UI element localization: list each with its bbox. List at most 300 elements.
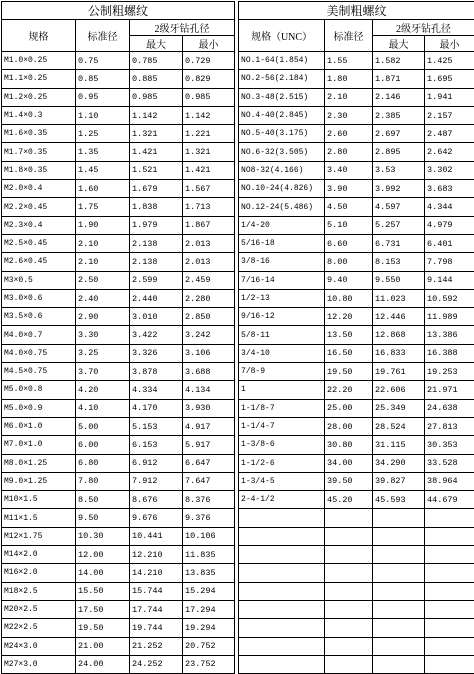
cell-drill-min: 0.829 <box>183 70 235 88</box>
cell-drill-max: 19.744 <box>130 619 183 637</box>
cell-drill-min: 0.729 <box>183 52 235 70</box>
cell-drill-max: 4.170 <box>130 399 183 417</box>
table-row <box>239 106 474 124</box>
cell-spec: 1-3/4-5 <box>239 472 325 490</box>
table-row <box>239 600 474 618</box>
cell-standard-diameter: 19.50 <box>76 619 130 637</box>
table-row <box>2 564 235 582</box>
cell-drill-min: 19.294 <box>183 619 235 637</box>
cell-drill-min: 2.459 <box>183 271 235 289</box>
cell-spec: 2-4-1/2 <box>239 491 325 509</box>
cell-drill-max: 12.210 <box>130 546 183 564</box>
cell-standard-diameter <box>325 655 373 673</box>
table-row <box>2 491 235 509</box>
cell-standard-diameter: 2.40 <box>76 289 130 307</box>
cell-drill-max: 3.010 <box>130 308 183 326</box>
cell-drill-max: 21.252 <box>130 637 183 655</box>
cell-drill-max <box>373 509 425 527</box>
table-row <box>239 527 474 545</box>
cell-standard-diameter: 7.80 <box>76 472 130 490</box>
table-row <box>239 253 474 271</box>
cell-standard-diameter: 2.10 <box>325 88 373 106</box>
cell-standard-diameter: 14.00 <box>76 564 130 582</box>
metric-col-spec: 规格 <box>2 20 76 52</box>
cell-drill-min: 3.106 <box>183 344 235 362</box>
cell-drill-min: 23.752 <box>183 655 235 673</box>
cell-spec: M1.0×0.25 <box>2 52 76 70</box>
cell-drill-max: 1.321 <box>130 125 183 143</box>
table-row <box>2 381 235 399</box>
cell-drill-min: 24.638 <box>425 399 474 417</box>
table-row <box>2 198 235 216</box>
cell-drill-min <box>425 546 474 564</box>
cell-standard-diameter: 21.00 <box>76 637 130 655</box>
cell-spec: 1-1/2-6 <box>239 454 325 472</box>
cell-drill-max: 9.676 <box>130 509 183 527</box>
table-row <box>239 655 474 673</box>
table-row <box>239 637 474 655</box>
cell-spec: NO.2-56(2.184) <box>239 70 325 88</box>
us-col-spec: 规格（UNC） <box>239 20 325 52</box>
cell-standard-diameter: 1.35 <box>76 143 130 161</box>
cell-standard-diameter: 39.50 <box>325 472 373 490</box>
cell-drill-max: 31.115 <box>373 436 425 454</box>
cell-drill-min: 15.294 <box>183 582 235 600</box>
cell-standard-diameter: 2.60 <box>325 125 373 143</box>
cell-spec: M3×0.5 <box>2 271 76 289</box>
cell-drill-max: 7.912 <box>130 472 183 490</box>
table-row <box>2 436 235 454</box>
cell-drill-min: 4.344 <box>425 198 474 216</box>
table-row <box>2 344 235 362</box>
cell-spec: M16×2.0 <box>2 564 76 582</box>
cell-spec: M3.5×0.6 <box>2 308 76 326</box>
cell-drill-max <box>373 546 425 564</box>
cell-standard-diameter: 2.90 <box>76 308 130 326</box>
cell-drill-max: 17.744 <box>130 600 183 618</box>
cell-drill-min: 2.013 <box>183 234 235 252</box>
cell-standard-diameter: 0.75 <box>76 52 130 70</box>
cell-spec: M4.0×0.7 <box>2 326 76 344</box>
cell-spec: NO.4-40(2.845) <box>239 106 325 124</box>
cell-standard-diameter: 1.25 <box>76 125 130 143</box>
table-row <box>239 289 474 307</box>
cell-spec: M1.8×0.35 <box>2 161 76 179</box>
cell-standard-diameter: 9.40 <box>325 271 373 289</box>
cell-drill-max: 22.606 <box>373 381 425 399</box>
cell-drill-min: 13.835 <box>183 564 235 582</box>
cell-spec: 7/16-14 <box>239 271 325 289</box>
cell-drill-min: 13.386 <box>425 326 474 344</box>
cell-drill-max: 28.524 <box>373 417 425 435</box>
cell-drill-max: 5.257 <box>373 216 425 234</box>
cell-drill-min <box>425 600 474 618</box>
cell-drill-min: 1.941 <box>425 88 474 106</box>
table-row <box>239 180 474 198</box>
table-row <box>2 527 235 545</box>
cell-drill-min: 1.421 <box>183 161 235 179</box>
cell-drill-max: 11.023 <box>373 289 425 307</box>
table-row <box>239 234 474 252</box>
cell-spec: 1 <box>239 381 325 399</box>
cell-standard-diameter: 0.95 <box>76 88 130 106</box>
cell-drill-min: 3.302 <box>425 161 474 179</box>
table-row <box>239 454 474 472</box>
cell-drill-max: 8.676 <box>130 491 183 509</box>
table-row <box>2 472 235 490</box>
cell-drill-min: 4.979 <box>425 216 474 234</box>
cell-standard-diameter: 3.90 <box>325 180 373 198</box>
cell-drill-max: 45.593 <box>373 491 425 509</box>
cell-drill-max: 1.679 <box>130 180 183 198</box>
cell-drill-min <box>425 564 474 582</box>
table-row <box>239 564 474 582</box>
cell-standard-diameter <box>325 582 373 600</box>
metric-col-drill-diameter: 2级牙钻孔径 <box>130 20 235 36</box>
cell-drill-max: 1.142 <box>130 106 183 124</box>
table-row <box>239 436 474 454</box>
metric-col-max: 最大 <box>130 36 183 52</box>
cell-drill-max: 3.878 <box>130 363 183 381</box>
cell-spec: M5.0×0.9 <box>2 399 76 417</box>
cell-standard-diameter <box>325 509 373 527</box>
table-row <box>239 198 474 216</box>
table-row <box>2 106 235 124</box>
cell-standard-diameter: 2.50 <box>76 271 130 289</box>
cell-standard-diameter: 4.50 <box>325 198 373 216</box>
cell-spec: 1-1/4-7 <box>239 417 325 435</box>
metric-col-min: 最小 <box>183 36 235 52</box>
cell-drill-min <box>425 619 474 637</box>
cell-drill-max: 3.992 <box>373 180 425 198</box>
table-row <box>2 600 235 618</box>
cell-standard-diameter: 9.50 <box>76 509 130 527</box>
us-table-body <box>239 52 474 674</box>
table-row <box>2 619 235 637</box>
cell-standard-diameter: 3.40 <box>325 161 373 179</box>
table-row <box>2 52 235 70</box>
us-col-max: 最大 <box>373 36 425 52</box>
table-row <box>239 161 474 179</box>
cell-standard-diameter: 2.30 <box>325 106 373 124</box>
cell-drill-max: 34.290 <box>373 454 425 472</box>
table-row <box>239 399 474 417</box>
table-row <box>239 381 474 399</box>
cell-drill-min: 4.917 <box>183 417 235 435</box>
cell-spec <box>239 546 325 564</box>
cell-drill-min: 3.683 <box>425 180 474 198</box>
cell-spec: M6.0×1.0 <box>2 417 76 435</box>
cell-drill-min: 0.985 <box>183 88 235 106</box>
us-col-drill-diameter: 2级牙钻孔径 <box>373 20 474 36</box>
cell-drill-min: 2.642 <box>425 143 474 161</box>
cell-drill-min: 1.425 <box>425 52 474 70</box>
cell-spec <box>239 600 325 618</box>
cell-standard-diameter <box>325 527 373 545</box>
cell-spec: 5/16-18 <box>239 234 325 252</box>
cell-drill-max: 14.210 <box>130 564 183 582</box>
cell-spec: 1-1/8-7 <box>239 399 325 417</box>
cell-spec: 5/8-11 <box>239 326 325 344</box>
cell-spec <box>239 582 325 600</box>
cell-drill-max: 19.761 <box>373 363 425 381</box>
cell-drill-max: 8.153 <box>373 253 425 271</box>
cell-spec: M27×3.0 <box>2 655 76 673</box>
table-row <box>2 271 235 289</box>
cell-standard-diameter: 1.45 <box>76 161 130 179</box>
table-row <box>2 546 235 564</box>
table-row <box>2 234 235 252</box>
cell-standard-diameter: 5.10 <box>325 216 373 234</box>
table-row <box>239 52 474 70</box>
cell-standard-diameter: 45.20 <box>325 491 373 509</box>
cell-spec: M2.0×0.4 <box>2 180 76 198</box>
cell-standard-diameter: 12.00 <box>76 546 130 564</box>
cell-standard-diameter: 13.50 <box>325 326 373 344</box>
cell-spec: M1.7×0.35 <box>2 143 76 161</box>
table-row <box>239 271 474 289</box>
cell-spec: M1.4×0.3 <box>2 106 76 124</box>
table-row <box>2 161 235 179</box>
cell-standard-diameter: 6.60 <box>325 234 373 252</box>
cell-drill-max: 1.871 <box>373 70 425 88</box>
cell-spec: NO.3-48(2.515) <box>239 88 325 106</box>
cell-standard-diameter: 2.10 <box>76 234 130 252</box>
table-row <box>2 289 235 307</box>
cell-standard-diameter: 19.50 <box>325 363 373 381</box>
cell-spec: NO.6-32(3.505) <box>239 143 325 161</box>
table-row <box>239 363 474 381</box>
cell-drill-min: 1.695 <box>425 70 474 88</box>
table-row <box>239 472 474 490</box>
cell-drill-min: 3.930 <box>183 399 235 417</box>
cell-spec: M1.1×0.25 <box>2 70 76 88</box>
us-col-min: 最小 <box>425 36 474 52</box>
cell-drill-max: 15.744 <box>130 582 183 600</box>
cell-drill-min: 33.528 <box>425 454 474 472</box>
cell-standard-diameter: 4.10 <box>76 399 130 417</box>
cell-spec: M1.6×0.35 <box>2 125 76 143</box>
cell-drill-min <box>425 655 474 673</box>
cell-drill-min: 30.353 <box>425 436 474 454</box>
cell-drill-min: 1.221 <box>183 125 235 143</box>
cell-drill-max: 39.827 <box>373 472 425 490</box>
cell-spec <box>239 527 325 545</box>
table-row <box>239 88 474 106</box>
table-row <box>2 326 235 344</box>
cell-spec: M20×2.5 <box>2 600 76 618</box>
cell-drill-min <box>425 582 474 600</box>
cell-drill-min: 11.989 <box>425 308 474 326</box>
cell-drill-max: 12.868 <box>373 326 425 344</box>
cell-spec: NO.5-40(3.175) <box>239 125 325 143</box>
table-row <box>2 582 235 600</box>
cell-drill-min: 27.813 <box>425 417 474 435</box>
us-table-title: 美制粗螺纹 <box>239 2 474 20</box>
cell-spec: M12×1.75 <box>2 527 76 545</box>
cell-drill-max: 0.985 <box>130 88 183 106</box>
cell-standard-diameter: 3.70 <box>76 363 130 381</box>
table-row <box>239 326 474 344</box>
table-row <box>2 143 235 161</box>
cell-drill-min: 1.321 <box>183 143 235 161</box>
cell-spec: M22×2.5 <box>2 619 76 637</box>
cell-standard-diameter: 2.10 <box>76 253 130 271</box>
cell-drill-min: 8.376 <box>183 491 235 509</box>
cell-standard-diameter: 1.55 <box>325 52 373 70</box>
table-row <box>239 546 474 564</box>
cell-standard-diameter: 6.00 <box>76 436 130 454</box>
cell-drill-min: 1.867 <box>183 216 235 234</box>
cell-standard-diameter: 1.80 <box>325 70 373 88</box>
cell-drill-min: 17.294 <box>183 600 235 618</box>
cell-spec <box>239 655 325 673</box>
cell-drill-max: 24.252 <box>130 655 183 673</box>
table-row <box>2 655 235 673</box>
table-row <box>2 216 235 234</box>
cell-drill-min: 20.752 <box>183 637 235 655</box>
cell-drill-max: 3.53 <box>373 161 425 179</box>
cell-standard-diameter: 24.00 <box>76 655 130 673</box>
cell-drill-min: 38.964 <box>425 472 474 490</box>
cell-spec <box>239 619 325 637</box>
cell-drill-min: 1.142 <box>183 106 235 124</box>
cell-drill-max: 1.838 <box>130 198 183 216</box>
cell-drill-min: 6.647 <box>183 454 235 472</box>
cell-drill-max: 2.697 <box>373 125 425 143</box>
table-row <box>2 125 235 143</box>
cell-drill-max <box>373 655 425 673</box>
cell-spec: M2.2×0.45 <box>2 198 76 216</box>
table-row <box>239 417 474 435</box>
cell-drill-max: 0.785 <box>130 52 183 70</box>
cell-spec: M7.0×1.0 <box>2 436 76 454</box>
cell-spec: M10×1.5 <box>2 491 76 509</box>
cell-spec: M2.3×0.4 <box>2 216 76 234</box>
cell-spec: 1/2-13 <box>239 289 325 307</box>
cell-drill-max: 2.138 <box>130 234 183 252</box>
cell-standard-diameter <box>325 546 373 564</box>
cell-drill-max: 4.597 <box>373 198 425 216</box>
cell-spec: M3.0×0.6 <box>2 289 76 307</box>
cell-spec: 3/4-10 <box>239 344 325 362</box>
cell-drill-max: 10.441 <box>130 527 183 545</box>
cell-spec: M4.5×0.75 <box>2 363 76 381</box>
table-row <box>239 125 474 143</box>
cell-drill-min: 5.917 <box>183 436 235 454</box>
cell-spec: M8.0×1.25 <box>2 454 76 472</box>
cell-standard-diameter: 0.85 <box>76 70 130 88</box>
thread-drill-sheet <box>1 1 473 673</box>
cell-spec: NO.10-24(4.826) <box>239 180 325 198</box>
cell-drill-min <box>425 527 474 545</box>
table-row <box>2 88 235 106</box>
cell-drill-max: 1.521 <box>130 161 183 179</box>
cell-spec: NO.1-64(1.854) <box>239 52 325 70</box>
table-row <box>2 454 235 472</box>
table-row <box>2 363 235 381</box>
cell-drill-min: 19.253 <box>425 363 474 381</box>
cell-standard-diameter: 6.80 <box>76 454 130 472</box>
cell-drill-max: 2.385 <box>373 106 425 124</box>
cell-spec: M4.0×0.75 <box>2 344 76 362</box>
cell-drill-min: 2.157 <box>425 106 474 124</box>
table-row <box>239 491 474 509</box>
cell-standard-diameter: 15.50 <box>76 582 130 600</box>
cell-drill-max: 4.334 <box>130 381 183 399</box>
cell-standard-diameter: 34.00 <box>325 454 373 472</box>
table-row <box>2 417 235 435</box>
cell-drill-max: 0.885 <box>130 70 183 88</box>
table-row <box>2 399 235 417</box>
cell-standard-diameter <box>325 600 373 618</box>
cell-drill-max: 16.833 <box>373 344 425 362</box>
cell-drill-max <box>373 637 425 655</box>
cell-standard-diameter: 5.00 <box>76 417 130 435</box>
cell-spec: M2.6×0.45 <box>2 253 76 271</box>
cell-drill-max: 12.446 <box>373 308 425 326</box>
cell-drill-max: 25.349 <box>373 399 425 417</box>
cell-standard-diameter: 25.00 <box>325 399 373 417</box>
cell-spec: NO8-32(4.166) <box>239 161 325 179</box>
table-row <box>239 216 474 234</box>
cell-standard-diameter: 3.30 <box>76 326 130 344</box>
cell-drill-max: 2.599 <box>130 271 183 289</box>
cell-standard-diameter: 10.80 <box>325 289 373 307</box>
cell-drill-max: 3.326 <box>130 344 183 362</box>
cell-drill-min: 10.592 <box>425 289 474 307</box>
table-row <box>2 180 235 198</box>
cell-spec <box>239 509 325 527</box>
table-row <box>2 509 235 527</box>
cell-drill-max: 6.153 <box>130 436 183 454</box>
metric-table-title: 公制粗螺纹 <box>2 2 235 20</box>
cell-drill-max: 2.146 <box>373 88 425 106</box>
cell-standard-diameter: 12.20 <box>325 308 373 326</box>
cell-spec: M24×3.0 <box>2 637 76 655</box>
cell-drill-min: 16.388 <box>425 344 474 362</box>
cell-standard-diameter: 22.20 <box>325 381 373 399</box>
cell-drill-max: 9.550 <box>373 271 425 289</box>
cell-drill-min <box>425 509 474 527</box>
cell-standard-diameter: 3.25 <box>76 344 130 362</box>
cell-drill-max <box>373 564 425 582</box>
cell-drill-min: 1.713 <box>183 198 235 216</box>
metric-coarse-thread-table <box>1 1 235 674</box>
cell-standard-diameter <box>325 619 373 637</box>
cell-drill-max: 2.895 <box>373 143 425 161</box>
cell-drill-min: 3.688 <box>183 363 235 381</box>
cell-standard-diameter <box>325 637 373 655</box>
us-col-standard-diameter: 标准径 <box>325 20 373 52</box>
cell-spec <box>239 564 325 582</box>
cell-standard-diameter: 17.50 <box>76 600 130 618</box>
cell-drill-min: 10.106 <box>183 527 235 545</box>
table-row <box>239 143 474 161</box>
cell-drill-max <box>373 600 425 618</box>
table-row <box>239 344 474 362</box>
cell-spec: M11×1.5 <box>2 509 76 527</box>
cell-drill-max: 5.153 <box>130 417 183 435</box>
cell-drill-min: 1.567 <box>183 180 235 198</box>
cell-spec: M18×2.5 <box>2 582 76 600</box>
cell-drill-max <box>373 527 425 545</box>
cell-drill-min <box>425 637 474 655</box>
cell-drill-min: 2.487 <box>425 125 474 143</box>
cell-drill-max: 6.912 <box>130 454 183 472</box>
cell-spec <box>239 637 325 655</box>
cell-drill-max: 2.138 <box>130 253 183 271</box>
